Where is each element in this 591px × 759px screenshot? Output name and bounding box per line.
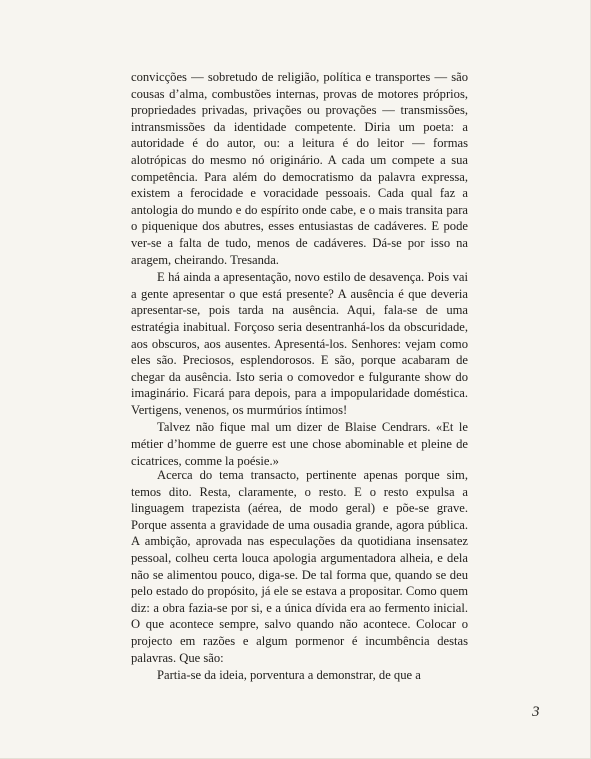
text-section-1 [131,69,468,469]
text-section-2 [131,467,468,684]
paragraph-5: Partia-se da ideia, porventura a demonstrar, de que a [157,668,421,683]
paragraph-3-quote: Talvez não fique mal um dizer de Blaise Cendrars. «Et le métier d’homme de guerre est une chose abominable et pleine de cicatrices, comme la poésie.» [131,420,468,468]
paragraph-2: E há ainda a apresentação, novo estilo de desavença. Pois vai a gente apresentar o que está presente? A ausência é que deveria apresentar-se, pois tarda na ausência. Aqui, fala-se de uma estratégia inabitual. Forçoso seria desentranhá-los da obscuridade, aos obscuros, aos ausentes. Apresentá-los. Senhores: vejam como eles são. Preciosos, esplendorosos. E são, porque acabaram de chegar da ausência. Isto seria o comovedor e fulgurante show do imaginário. Ficará para depois, para a impopularidade doméstica. Vertigens, venenos, os murmúrios íntimos! [131,270,468,417]
page-number: 3 [532,704,540,720]
paragraph-4: Acerca do tema transacto, pertinente apenas porque sim, temos dito. Resta, claramente, o resto. E o resto expulsa a linguagem trapezista (aérea, de modo geral) e põe-se grave. Porque assenta a gravidade de uma ousadia grande, agora pública. A ambição, aprovada nas especulações da quotidiana insensatez pessoal, colheu certa louca apologia argumentadora alheia, e dela não se alimentou pouco, diga-se. De tal forma que, quando se deu pelo estado do propósito, já ele se estava a propositar. Como quem diz: a obra fazia-se por si, e a única dívida era ao fermento inicial. O que acontece sempre, salvo quando não acontece. Colocar o projecto em razões e algum pormenor é incumbência destas palavras. Que são: [131,468,468,665]
paragraph-1: convicções — sobretudo de religião, política e transportes — são cousas d’alma, combustões internas, provas de motores próprios, propriedades privadas, privações ou provações — transmissões, intransmissões da identidade competente. Diria um poeta: a autoridade é do autor, ou: a leitura é do leitor — formas alotrópicas do mesmo nó originário. A cada um compete a sua competência. Para além do democratismo da palavra expressa, existem a ferocidade e voracidade pessoais. Cada qual faz a antologia do mundo e do espírito onde cabe, e o mais transita para o piquenique dos abutres, esses entusiastas de cadáveres. E pode ver-se a falta de tudo, menos de cadáveres. Dá-se por isso na aragem, cheirando. Tresanda. [131,70,468,267]
